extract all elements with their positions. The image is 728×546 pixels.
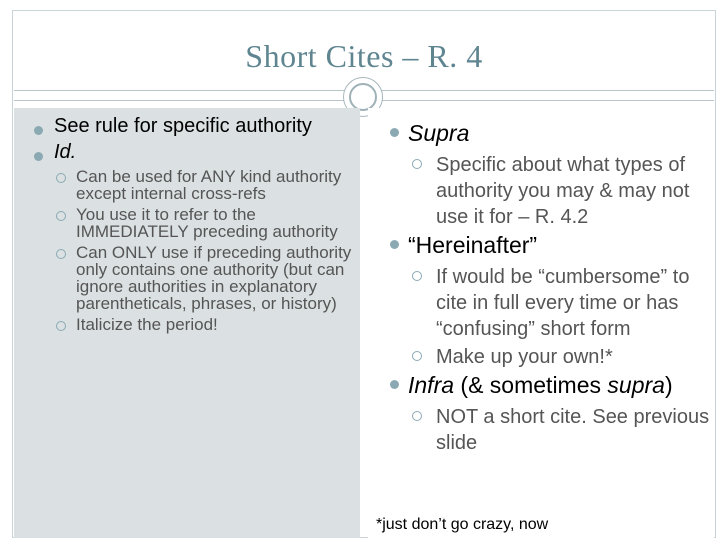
list-item — [14, 116, 360, 136]
list-item — [14, 142, 360, 162]
sub-bullet-text: If would be “cumbersome” to cite in full every time or has “confusing” short form — [436, 266, 690, 340]
right-bullet-list — [368, 120, 714, 458]
bullet-text: Id. — [54, 141, 77, 163]
filled-circle-bullet-icon — [34, 152, 43, 161]
right-content-panel — [368, 108, 714, 538]
sub-list-item — [14, 168, 360, 202]
ornament-inner-circle-icon — [349, 83, 377, 111]
left-content-panel — [14, 108, 360, 538]
filled-circle-bullet-icon — [390, 128, 399, 137]
sub-bullet-text: Specific about what types of authority you may & may not use it for – R. 4.2 — [436, 154, 690, 228]
sub-list-item — [368, 152, 714, 230]
hollow-circle-bullet-icon — [412, 411, 422, 421]
hollow-circle-bullet-icon — [56, 173, 66, 183]
list-item — [368, 372, 714, 398]
hollow-circle-bullet-icon — [412, 159, 422, 169]
sub-list-item — [14, 244, 360, 312]
sub-bullet-text: Italicize the period! — [76, 315, 218, 334]
bullet-text: See rule for specific authority — [54, 115, 312, 137]
list-item — [368, 232, 714, 258]
slide-title: Short Cites – R. 4 — [245, 38, 483, 74]
bullet-text-italic-2: supra — [607, 372, 665, 398]
bullet-text-end: ) — [664, 372, 673, 398]
sub-list-item — [14, 206, 360, 240]
sub-bullet-text: Make up your own!* — [436, 346, 613, 368]
left-bullet-list — [14, 116, 360, 337]
sub-bullet-text: Can be used for ANY kind authority except internal cross-refs — [76, 167, 342, 203]
hollow-circle-bullet-icon — [56, 249, 66, 259]
filled-circle-bullet-icon — [390, 240, 399, 249]
sub-list-item — [14, 316, 360, 333]
bullet-text-middle: (& sometimes — [454, 372, 608, 398]
hollow-circle-bullet-icon — [56, 321, 66, 331]
bullet-text: Supra — [408, 120, 470, 146]
sub-bullet-text: Can ONLY use if preceding authority only contains one authority (but can ignore authorities in explanatory parentheticals, phrases, or history) — [76, 243, 352, 313]
bullet-text-italic: Infra — [408, 372, 455, 398]
footnote: *just don’t go crazy, now — [376, 516, 549, 533]
sub-list-item — [368, 404, 714, 456]
sub-bullet-text: NOT a short cite. See previous slide — [436, 406, 710, 454]
sub-list-item — [368, 344, 714, 370]
sub-bullet-text: You use it to refer to the IMMEDIATELY preceding authority — [76, 205, 338, 241]
bullet-text: “Hereinafter” — [408, 232, 538, 258]
filled-circle-bullet-icon — [390, 380, 399, 389]
sub-list-item — [368, 264, 714, 342]
hollow-circle-bullet-icon — [412, 351, 422, 361]
list-item — [368, 120, 714, 146]
filled-circle-bullet-icon — [34, 126, 43, 135]
hollow-circle-bullet-icon — [412, 271, 422, 281]
hollow-circle-bullet-icon — [56, 211, 66, 221]
bullet-text — [408, 372, 673, 398]
